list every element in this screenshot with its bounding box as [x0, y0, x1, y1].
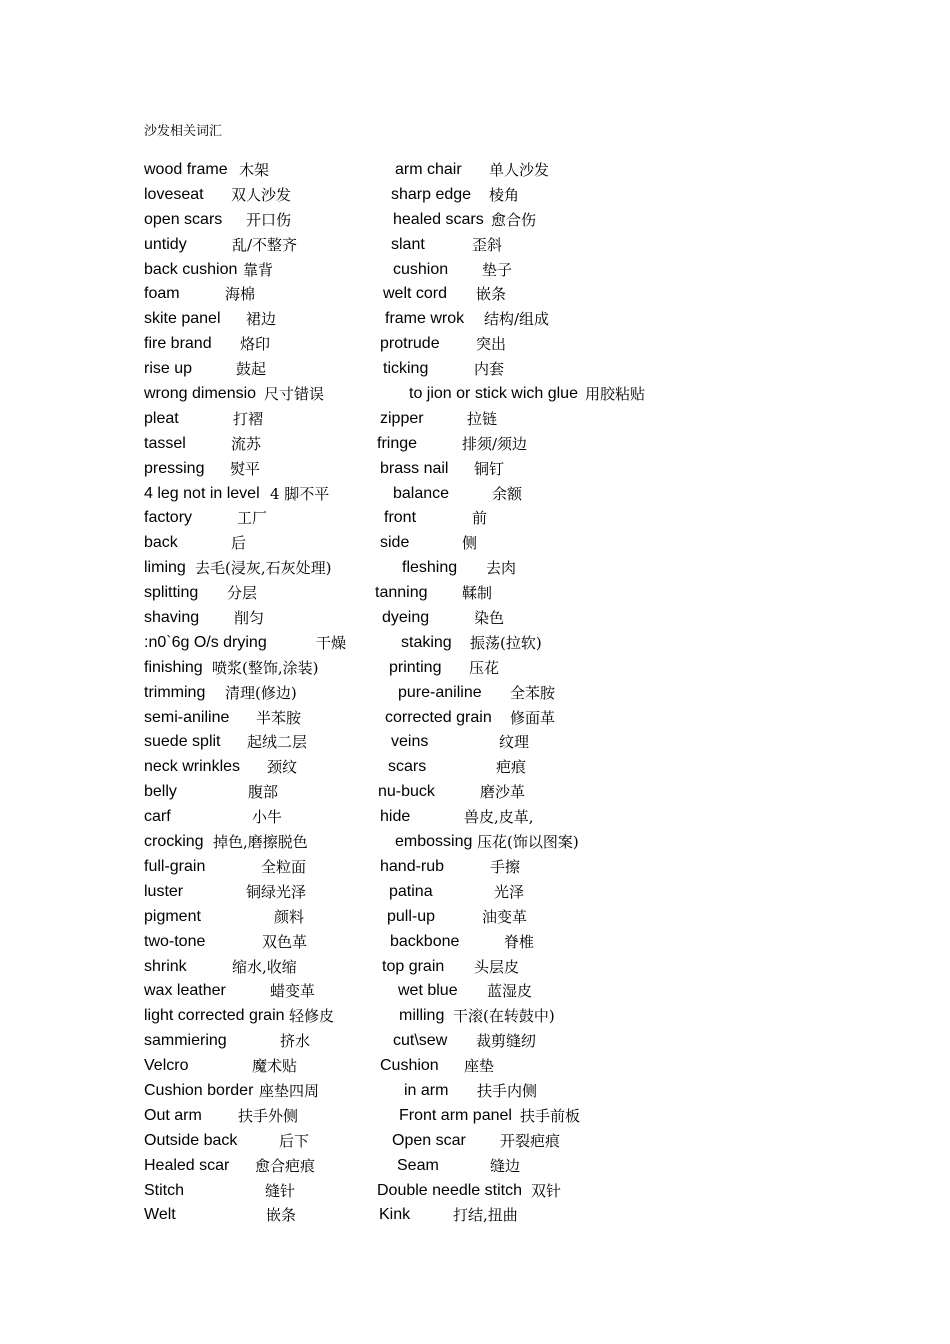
- vocab-row: [144, 855, 864, 880]
- term-chinese: 掉色,磨擦脱色: [213, 833, 308, 852]
- term-english: back cushion: [144, 260, 238, 278]
- term-english: tanning: [375, 584, 428, 602]
- term-english: Open scar: [392, 1131, 466, 1149]
- term-english: frame wrok: [385, 310, 465, 328]
- term-chinese: 颈纹: [267, 758, 298, 777]
- term-chinese: 流苏: [231, 434, 262, 453]
- term-english: nu-buck: [378, 783, 435, 801]
- term-chinese: 后下: [279, 1131, 310, 1150]
- term-chinese: 打褶: [233, 409, 264, 428]
- term-chinese: 垫子: [482, 260, 513, 279]
- term-chinese: 嵌条: [266, 1206, 297, 1225]
- term-english: pigment: [144, 907, 201, 925]
- vocab-row: [144, 307, 864, 332]
- term-chinese: 挤水: [280, 1032, 311, 1051]
- term-english: luster: [144, 882, 184, 900]
- term-chinese: 铜钉: [474, 459, 505, 478]
- term-english: wood frame: [144, 161, 228, 178]
- vocab-row: [144, 1104, 864, 1129]
- vocab-row: [144, 158, 864, 183]
- vocab-row: [144, 1203, 864, 1228]
- term-chinese: 脊椎: [504, 932, 535, 951]
- term-english: open scars: [144, 210, 223, 228]
- term-english: top grain: [382, 957, 445, 975]
- term-english: backbone: [390, 932, 460, 950]
- term-chinese: 疤痕: [496, 758, 527, 777]
- term-chinese: 压花: [469, 658, 500, 677]
- term-chinese: 全苯胺: [510, 683, 556, 702]
- vocab-row: [144, 830, 864, 855]
- term-english: liming: [144, 559, 186, 577]
- term-chinese: 缝针: [265, 1181, 296, 1200]
- vocab-row: [144, 905, 864, 930]
- term-chinese: 乱/不整齐: [232, 235, 298, 254]
- term-chinese: 愈合疤痕: [255, 1156, 316, 1175]
- term-english: back: [144, 534, 178, 552]
- vocab-row: [144, 780, 864, 805]
- vocab-row: [144, 606, 864, 631]
- term-english: to jion or stick wich glue: [409, 385, 578, 403]
- vocab-row: [144, 979, 864, 1004]
- term-chinese: 前: [472, 509, 488, 528]
- term-chinese: 熨平: [230, 459, 261, 478]
- term-chinese: 去毛(浸灰,石灰处理): [195, 559, 332, 578]
- term-english: shrink: [144, 957, 187, 975]
- term-chinese: 内套: [474, 360, 505, 379]
- vocab-row: [144, 233, 864, 258]
- term-chinese: 铜绿光泽: [246, 882, 307, 901]
- term-chinese: 拉链: [467, 409, 498, 428]
- vocab-row: [144, 755, 864, 780]
- term-english: finishing: [144, 658, 203, 676]
- term-english: cushion: [393, 260, 449, 278]
- term-english: side: [380, 534, 410, 552]
- term-english: staking: [401, 633, 452, 651]
- term-chinese: 清理(修边): [225, 683, 297, 702]
- vocab-row: [144, 357, 864, 382]
- term-english: sharp edge: [391, 185, 472, 203]
- term-chinese: 嵌条: [476, 285, 507, 304]
- term-english: welt cord: [383, 285, 448, 303]
- term-chinese: 排须/须边: [462, 434, 528, 453]
- term-chinese: 修面革: [510, 708, 556, 727]
- vocab-row: [144, 1129, 864, 1154]
- term-english: fringe: [377, 434, 418, 452]
- term-english: carf: [144, 808, 171, 826]
- term-english: rise up: [144, 360, 193, 378]
- term-english: front: [384, 509, 417, 527]
- vocab-row: [144, 208, 864, 233]
- term-english: brass nail: [380, 459, 449, 477]
- term-english: ticking: [383, 360, 429, 378]
- vocab-row: [144, 506, 864, 531]
- term-english: milling: [399, 1007, 445, 1025]
- term-english: pressing: [144, 459, 205, 477]
- term-chinese: 分层: [227, 584, 258, 603]
- term-chinese: 纹理: [499, 733, 530, 752]
- term-english: Stitch: [144, 1181, 185, 1199]
- vocab-row: [144, 656, 864, 681]
- term-english: shaving: [144, 609, 200, 627]
- term-chinese: 双针: [531, 1181, 562, 1200]
- term-english: hide: [380, 808, 411, 826]
- term-chinese: 振荡(拉软): [470, 633, 542, 652]
- term-english: fleshing: [402, 559, 458, 577]
- vocab-row: [144, 955, 864, 980]
- vocab-row: [144, 1004, 864, 1029]
- term-chinese: 半苯胺: [256, 708, 302, 727]
- term-english: Front arm panel: [399, 1106, 512, 1124]
- term-english: belly: [144, 783, 177, 801]
- term-english: splitting: [144, 584, 199, 602]
- term-chinese: 蜡变革: [270, 982, 316, 1001]
- term-chinese: 油变革: [482, 907, 528, 926]
- term-english: Cushion: [380, 1057, 439, 1075]
- term-chinese: 结构/组成: [484, 310, 550, 329]
- term-english: in arm: [404, 1081, 449, 1099]
- term-chinese: 全粒面: [261, 857, 307, 876]
- term-english: tassel: [144, 434, 186, 452]
- term-english: Outside back: [144, 1131, 238, 1149]
- term-chinese: 腹部: [248, 783, 279, 802]
- term-chinese: 头层皮: [474, 957, 520, 976]
- term-english: Cushion border: [144, 1081, 254, 1099]
- term-english: sammiering: [144, 1032, 227, 1050]
- term-english: healed scars: [393, 210, 484, 228]
- term-chinese: 喷浆(整饰,涂装): [212, 658, 319, 677]
- term-chinese: 磨沙革: [480, 783, 526, 802]
- vocab-row: [144, 1079, 864, 1104]
- term-chinese: 开口伤: [246, 210, 292, 229]
- term-chinese: 突出: [476, 335, 507, 354]
- term-english: 4 leg not in level: [144, 484, 260, 502]
- vocab-row: [144, 631, 864, 656]
- term-english: Welt: [144, 1206, 176, 1224]
- term-chinese: 靠背: [243, 260, 274, 279]
- term-english: Seam: [397, 1156, 439, 1174]
- term-chinese: 座垫四周: [259, 1081, 320, 1100]
- term-english: crocking: [144, 833, 204, 851]
- term-chinese: 裁剪缝纫: [476, 1032, 537, 1051]
- term-english: two-tone: [144, 932, 206, 950]
- vocab-row: [144, 1029, 864, 1054]
- term-chinese: 颜料: [274, 907, 305, 926]
- vocab-row: [144, 581, 864, 606]
- vocab-row: [144, 930, 864, 955]
- term-english: balance: [393, 484, 450, 502]
- vocab-row: [144, 1179, 864, 1204]
- term-chinese: 扶手内侧: [477, 1081, 538, 1100]
- term-chinese: 双人沙发: [231, 185, 292, 204]
- term-chinese: 用胶粘贴: [585, 385, 646, 404]
- term-english: factory: [144, 509, 193, 527]
- term-chinese: 削匀: [234, 609, 265, 628]
- term-chinese: 小牛: [252, 808, 283, 827]
- term-chinese: 棱角: [489, 185, 520, 204]
- term-chinese: 海棉: [225, 285, 256, 304]
- vocab-row: [144, 457, 864, 482]
- term-chinese: 打结,扭曲: [453, 1206, 518, 1225]
- term-chinese: 去肉: [486, 559, 517, 578]
- term-chinese: 兽皮,皮革,: [464, 808, 534, 827]
- vocabulary-list: [144, 158, 864, 1228]
- term-english: wet blue: [398, 982, 458, 1000]
- term-english: loveseat: [144, 185, 204, 203]
- vocab-row: [144, 258, 864, 283]
- vocab-row: [144, 805, 864, 830]
- term-chinese: 单人沙发: [489, 161, 550, 179]
- term-english: pleat: [144, 409, 179, 427]
- term-english: hand-rub: [380, 857, 445, 875]
- vocab-row: [144, 706, 864, 731]
- term-chinese: 尺寸错误: [264, 385, 325, 404]
- vocab-row: [144, 332, 864, 357]
- term-english: corrected grain: [385, 708, 492, 726]
- term-english: veins: [391, 733, 429, 751]
- term-english: skite panel: [144, 310, 221, 328]
- vocab-row: [144, 556, 864, 581]
- vocab-row: [144, 1054, 864, 1079]
- term-chinese: 魔术贴: [252, 1057, 298, 1076]
- term-english: printing: [389, 658, 442, 676]
- term-english: dyeing: [382, 609, 430, 627]
- term-chinese: 余额: [492, 484, 523, 503]
- term-chinese: 座垫: [464, 1057, 495, 1076]
- vocab-row: [144, 730, 864, 755]
- term-chinese: 木架: [239, 161, 270, 179]
- term-chinese: 干滚(在转鼓中): [453, 1007, 555, 1026]
- term-english: foam: [144, 285, 180, 303]
- vocab-row: [144, 282, 864, 307]
- term-english: Healed scar: [144, 1156, 230, 1174]
- term-english: semi-aniline: [144, 708, 230, 726]
- term-chinese: 愈合伤: [491, 210, 537, 229]
- term-english: pull-up: [387, 907, 436, 925]
- vocab-row: [144, 681, 864, 706]
- term-chinese: 裙边: [246, 310, 277, 329]
- term-chinese: 扶手外侧: [238, 1106, 299, 1125]
- term-chinese: 轻修皮: [289, 1007, 335, 1026]
- term-english: protrude: [380, 335, 440, 353]
- term-english: pure-aniline: [398, 683, 482, 701]
- term-english: embossing: [395, 833, 473, 851]
- term-chinese: 蓝湿皮: [487, 982, 533, 1001]
- term-english: zipper: [380, 409, 424, 427]
- term-english: Kink: [379, 1206, 411, 1224]
- term-english: cut\sew: [393, 1032, 448, 1050]
- term-english: scars: [388, 758, 427, 776]
- term-chinese: 侧: [462, 534, 478, 553]
- term-english: Velcro: [144, 1057, 189, 1075]
- term-chinese: 压花(饰以图案): [477, 833, 579, 852]
- term-chinese: 扶手前板: [520, 1106, 581, 1125]
- term-chinese: 干燥: [316, 633, 347, 652]
- term-chinese: 双色革: [262, 932, 308, 951]
- term-chinese: 手擦: [490, 857, 521, 876]
- vocab-row: [144, 880, 864, 905]
- vocab-row: [144, 432, 864, 457]
- document-title: 沙发相关词汇: [144, 124, 223, 139]
- term-chinese: 歪斜: [472, 235, 503, 254]
- term-english: Double needle stitch: [377, 1181, 522, 1199]
- term-english: Out arm: [144, 1106, 202, 1124]
- term-chinese: 鞣制: [462, 584, 493, 603]
- vocab-row: [144, 183, 864, 208]
- term-english: full-grain: [144, 857, 206, 875]
- vocab-row: [144, 1154, 864, 1179]
- term-english: patina: [389, 882, 433, 900]
- vocab-row: [144, 407, 864, 432]
- term-english: fire brand: [144, 335, 212, 353]
- term-chinese: 后: [231, 534, 247, 553]
- term-chinese: 烙印: [240, 335, 271, 354]
- term-english: wrong dimensio: [144, 385, 257, 403]
- term-chinese: 缩水,收缩: [232, 957, 297, 976]
- term-english: :n0`6g O/s drying: [144, 633, 267, 651]
- term-english: neck wrinkles: [144, 758, 241, 776]
- vocab-row: [144, 531, 864, 556]
- term-english: arm chair: [395, 161, 462, 178]
- term-english: untidy: [144, 235, 187, 253]
- term-english: slant: [391, 235, 425, 253]
- term-english: light corrected grain: [144, 1007, 285, 1025]
- term-english: suede split: [144, 733, 221, 751]
- term-chinese: 染色: [474, 609, 505, 628]
- term-chinese: 鼓起: [236, 360, 267, 379]
- term-chinese: 起绒二层: [247, 733, 308, 752]
- term-chinese: 工厂: [237, 509, 268, 528]
- term-english: trimming: [144, 683, 206, 701]
- term-chinese: 4 脚不平: [270, 484, 330, 503]
- term-chinese: 光泽: [494, 882, 525, 901]
- vocab-row: [144, 482, 864, 507]
- term-chinese: 开裂疤痕: [500, 1131, 561, 1150]
- term-english: wax leather: [144, 982, 226, 1000]
- vocab-row: [144, 382, 864, 407]
- term-chinese: 缝边: [490, 1156, 521, 1175]
